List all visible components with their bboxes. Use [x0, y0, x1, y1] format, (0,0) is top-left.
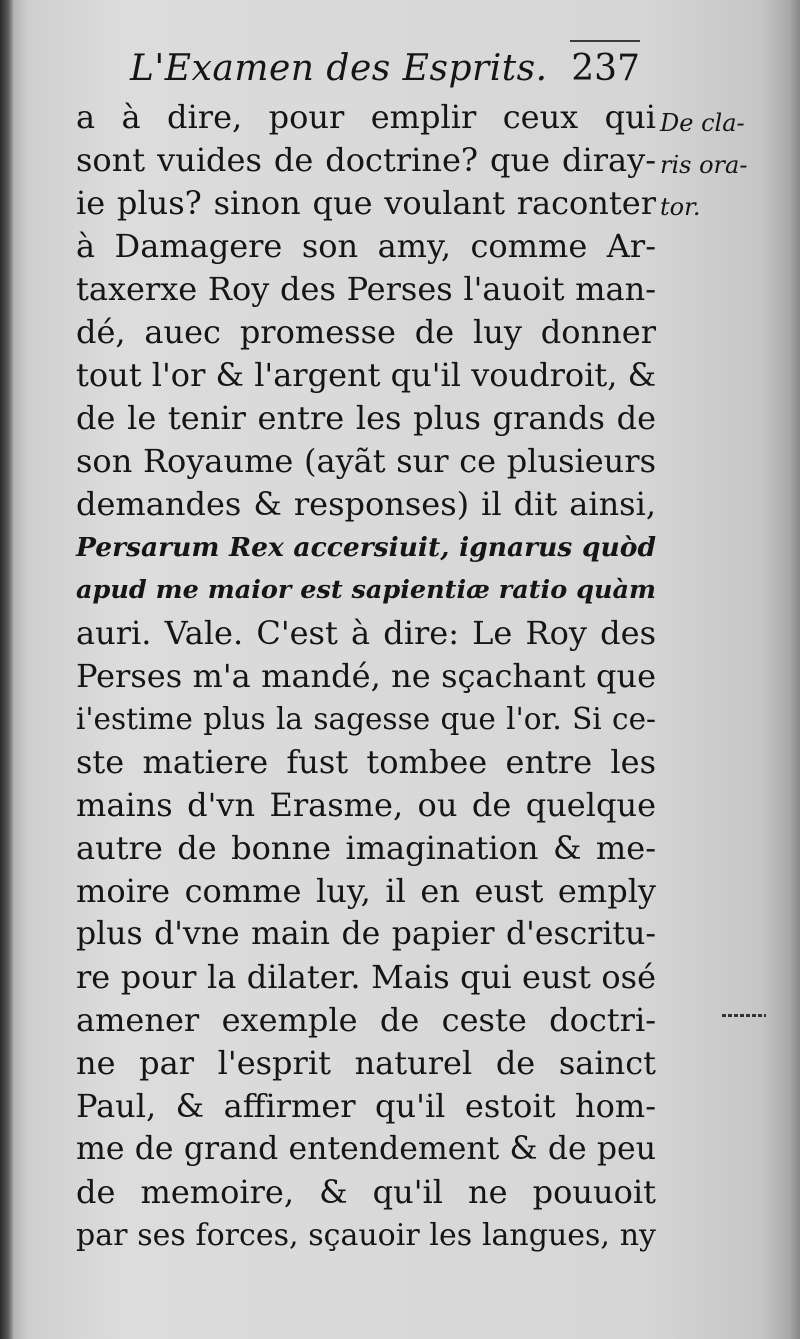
text-line: ne par l'esprit naturel de sainct — [76, 1044, 656, 1082]
page-header — [130, 40, 640, 90]
marginal-note-line: ris ora- — [660, 151, 748, 179]
page-number: 237 — [571, 48, 640, 89]
text-line: ie plus? sinon que voulant raconter — [76, 184, 656, 222]
text-line: plus d'vne main de papier d'escritu- — [76, 916, 656, 952]
text-line: auri. Vale. C'est à dire: Le Roy des — [76, 614, 656, 652]
text-line: demandes & responses) il dit ainsi, — [76, 485, 656, 523]
running-title: L'Examen des Esprits. — [130, 48, 548, 89]
folio-rule — [570, 40, 640, 42]
text-line: à Damagere son amy, comme Ar- — [76, 227, 656, 265]
text-line: mains d'vn Erasme, ou de quelque — [76, 786, 656, 824]
text-line: moire comme luy, il en eust emply — [76, 872, 656, 910]
text-line: ste matiere fust tombee entre les — [76, 743, 656, 781]
binding-gutter — [0, 0, 14, 1339]
page-edge — [790, 0, 800, 1339]
text-line: dé, auec promesse de luy donner — [76, 313, 656, 351]
text-line: sont vuides de doctrine? que diray- — [76, 141, 656, 179]
text-line: de memoire, & qu'il ne pouuoit — [76, 1173, 656, 1211]
text-line: a à dire, pour emplir ceux qui — [76, 98, 656, 136]
latin-quote-line: Persarum Rex accersiuit, ignarus quòd — [76, 532, 656, 563]
body-text — [76, 96, 656, 1257]
text-line: i'estime plus la sagesse que l'or. Si ce- — [76, 702, 656, 736]
text-line: de le tenir entre les plus grands de — [76, 399, 656, 437]
text-line: son Royaume (ayãt sur ce plusieurs — [76, 442, 656, 480]
text-line: me de grand entendement & de peu — [76, 1131, 656, 1167]
margin-mark — [722, 1014, 766, 1017]
marginal-note — [660, 102, 770, 228]
text-line: taxerxe Roy des Perses l'auoit man- — [76, 270, 656, 308]
marginal-note-line: De cla- — [660, 109, 745, 137]
text-line: autre de bonne imagination & me- — [76, 829, 656, 867]
text-line: Paul, & affirmer qu'il estoit hom- — [76, 1087, 656, 1125]
text-line: re pour la dilater. Mais qui eust osé — [76, 958, 656, 996]
latin-quote-line: apud me maior est sapientiæ ratio quàm — [76, 575, 656, 605]
text-line: amener exemple de ceste doctri- — [76, 1001, 656, 1039]
text-line: tout l'or & l'argent qu'il voudroit, & — [76, 356, 657, 394]
marginal-note-line: tor. — [660, 193, 701, 221]
text-line: par ses forces, sçauoir les langues, ny — [76, 1218, 656, 1253]
text-line: Perses m'a mandé, ne sçachant que — [76, 657, 656, 695]
